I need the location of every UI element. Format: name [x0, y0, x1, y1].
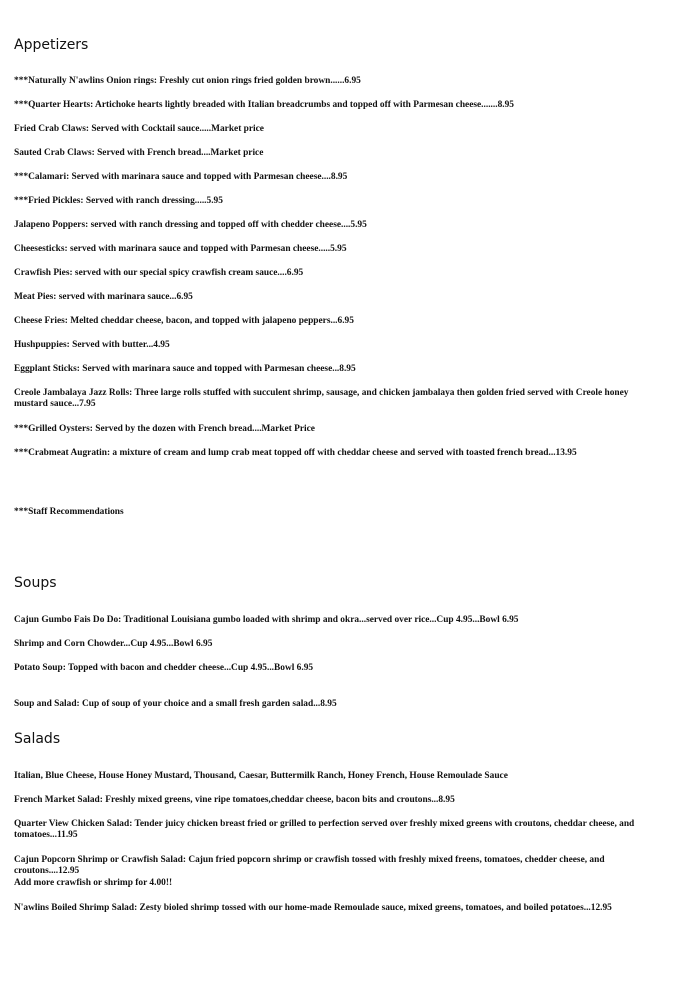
menu-item-french-market-salad: French Market Salad: Freshly mixed greens, vine ripe tomatoes,cheddar cheese, bacon bits and croutons...8.95	[14, 795, 455, 805]
menu-item-crawfish-pies: Crawfish Pies: served with our special spicy crawfish cream sauce....6.95	[14, 268, 304, 278]
menu-item-cheesesticks: Cheesesticks: served with marinara sauce and topped with Parmesan cheese.....5.95	[14, 244, 347, 254]
menu-item-soup-and-salad: Soup and Salad: Cup of soup of your choice and a small fresh garden salad...8.95	[14, 699, 337, 709]
menu-item-cajun-popcorn-salad: Cajun Popcorn Shrimp or Crawfish Salad: Cajun fried popcorn shrimp or crawfish tossed with freshly mixed freens, tomatoes, chedder cheese, and croutons....12.95	[14, 855, 605, 876]
menu-item-jazz-rolls: Creole Jambalaya Jazz Rolls: Three large rolls stuffed with succulent shrimp, sausage, and chicken jambalaya then golden fried served with Creole honey mustard sauce...7.95	[14, 388, 629, 409]
menu-item-crabmeat-augratin: ***Crabmeat Augratin: a mixture of cream and lump crab meat topped off with cheddar cheese and served with toasted french bread...13.95	[14, 448, 577, 458]
menu-item-meat-pies: Meat Pies: served with marinara sauce...6.95	[14, 292, 193, 302]
menu-item-jalapeno-poppers: Jalapeno Poppers: served with ranch dressing and topped off with chedder cheese....5.95	[14, 220, 367, 230]
menu-item-sauted-crab-claws: Sauted Crab Claws: Served with French bread....Market price	[14, 148, 264, 158]
menu-item-grilled-oysters: ***Grilled Oysters: Served by the dozen with French bread....Market Price	[14, 424, 315, 434]
salad-dressings-list: Italian, Blue Cheese, House Honey Mustard, Thousand, Caesar, Buttermilk Ranch, Honey French, House Remoulade Sauce	[14, 771, 508, 781]
soups-heading: Soups	[14, 575, 57, 591]
menu-item-cheese-fries: Cheese Fries: Melted cheddar cheese, bacon, and topped with jalapeno peppers...6.95	[14, 316, 354, 326]
staff-recommendations-note: ***Staff Recommendations	[14, 507, 124, 517]
menu-item-calamari: ***Calamari: Served with marinara sauce and topped with Parmesan cheese....8.95	[14, 172, 348, 182]
menu-item-cajun-gumbo: Cajun Gumbo Fais Do Do: Traditional Louisiana gumbo loaded with shrimp and okra...served over rice...Cup 4.95...Bowl 6.95	[14, 615, 519, 625]
menu-item-boiled-shrimp-salad: N'awlins Boiled Shrimp Salad: Zesty bioled shrimp tossed with our home-made Remoulade sauce, mixed greens, tomatoes, and boiled potatoes...12.95	[14, 903, 612, 913]
salads-heading: Salads	[14, 731, 61, 747]
appetizers-heading: Appetizers	[14, 37, 89, 53]
menu-item-fried-crab-claws: Fried Crab Claws: Served with Cocktail sauce.....Market price	[14, 124, 264, 134]
add-crawfish-shrimp-note: Add more crawfish or shrimp for 4.00!!	[14, 878, 173, 888]
menu-item-quarter-view-chicken-salad: Quarter View Chicken Salad: Tender juicy chicken breast fried or grilled to perfection served over freshly mixed greens with croutons, cheddar cheese, and tomatoes...11.95	[14, 819, 635, 840]
menu-item-potato-soup: Potato Soup: Topped with bacon and chedder cheese...Cup 4.95...Bowl 6.95	[14, 663, 314, 673]
menu-item-onion-rings: ***Naturally N'awlins Onion rings: Freshly cut onion rings fried golden brown......6.95	[14, 76, 361, 86]
menu-item-hushpuppies: Hushpuppies: Served with butter...4.95	[14, 340, 170, 350]
menu-item-shrimp-corn-chowder: Shrimp and Corn Chowder...Cup 4.95...Bowl 6.95	[14, 639, 213, 649]
menu-item-eggplant-sticks: Eggplant Sticks: Served with marinara sauce and topped with Parmesan cheese...8.95	[14, 364, 356, 374]
menu-item-quarter-hearts: ***Quarter Hearts: Artichoke hearts lightly breaded with Italian breadcrumbs and topped off with Parmesan cheese.......8.95	[14, 100, 514, 110]
menu-item-fried-pickles: ***Fried Pickles: Served with ranch dressing.....5.95	[14, 196, 223, 206]
